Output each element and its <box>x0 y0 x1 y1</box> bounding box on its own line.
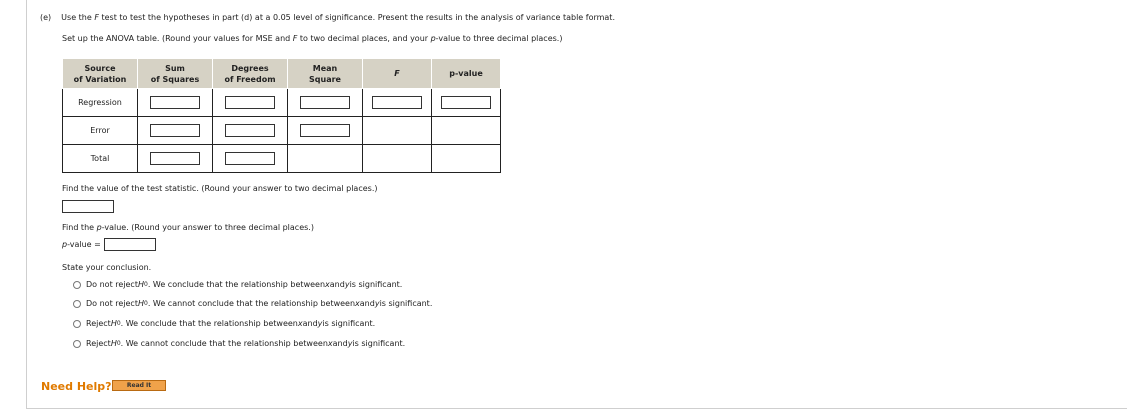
empty-cell <box>432 117 501 145</box>
part-label: (e) <box>40 13 52 22</box>
radio-icon[interactable] <box>73 281 81 289</box>
total-ss-input[interactable] <box>150 152 200 165</box>
row-total <box>63 145 501 173</box>
anova-header-row <box>63 59 501 89</box>
header-source: Source of Variation <box>63 59 138 89</box>
test-statistic-input[interactable] <box>62 200 114 213</box>
error-df-input[interactable] <box>225 124 275 137</box>
row-regression <box>63 89 501 117</box>
anova-table <box>62 58 501 173</box>
error-ms-input[interactable] <box>300 124 350 137</box>
empty-cell <box>432 145 501 173</box>
need-help-label: Need Help? <box>41 380 112 393</box>
row-label: Error <box>63 117 138 145</box>
p-value-question: Find the p-value. (Round your answer to three decimal places.) <box>62 223 314 232</box>
total-df-input[interactable] <box>225 152 275 165</box>
row-label: Regression <box>63 89 138 117</box>
conclusion-option-2[interactable]: Do not reject H 0 . We cannot conclude that the relationship between x and y is significant. <box>73 299 432 308</box>
regression-ss-input[interactable] <box>150 96 200 109</box>
header-degrees-of-freedom: Degrees of Freedom <box>213 59 288 89</box>
header-f: F <box>363 59 432 89</box>
row-label: Total <box>63 145 138 173</box>
test-statistic-question: Find the value of the test statistic. (Round your answer to two decimal places.) <box>62 184 378 193</box>
question-intro: (e) Use the F test to test the hypotheses in part (d) at a 0.05 level of significance. Present the results in the analysis of variance table format. <box>40 13 615 22</box>
setup-instruction: Set up the ANOVA table. (Round your values for MSE and F to two decimal places, and your p-value to three decimal places.) <box>62 34 563 43</box>
read-it-button[interactable]: Read It <box>112 380 166 391</box>
radio-icon[interactable] <box>73 300 81 308</box>
header-sum-of-squares: Sum of Squares <box>138 59 213 89</box>
p-value-input[interactable] <box>104 238 156 251</box>
regression-f-input[interactable] <box>372 96 422 109</box>
regression-p-input[interactable] <box>441 96 491 109</box>
header-p-value: p-value <box>432 59 501 89</box>
conclusion-option-3[interactable]: Reject H 0 . We conclude that the relationship between x and y is significant. <box>73 319 375 328</box>
error-ss-input[interactable] <box>150 124 200 137</box>
radio-icon[interactable] <box>73 320 81 328</box>
conclusion-option-1[interactable]: Do not reject H 0 . We conclude that the relationship between x and y is significant. <box>73 280 402 289</box>
conclusion-label: State your conclusion. <box>62 263 152 272</box>
radio-icon[interactable] <box>73 340 81 348</box>
empty-cell <box>288 145 363 173</box>
p-value-label: p-value = <box>62 240 101 249</box>
empty-cell <box>363 117 432 145</box>
row-error <box>63 117 501 145</box>
regression-ms-input[interactable] <box>300 96 350 109</box>
p-value-row <box>62 238 156 251</box>
regression-df-input[interactable] <box>225 96 275 109</box>
header-mean-square: Mean Square <box>288 59 363 89</box>
empty-cell <box>363 145 432 173</box>
conclusion-option-4[interactable]: Reject H 0 . We cannot conclude that the relationship between x and y is significant. <box>73 339 405 348</box>
